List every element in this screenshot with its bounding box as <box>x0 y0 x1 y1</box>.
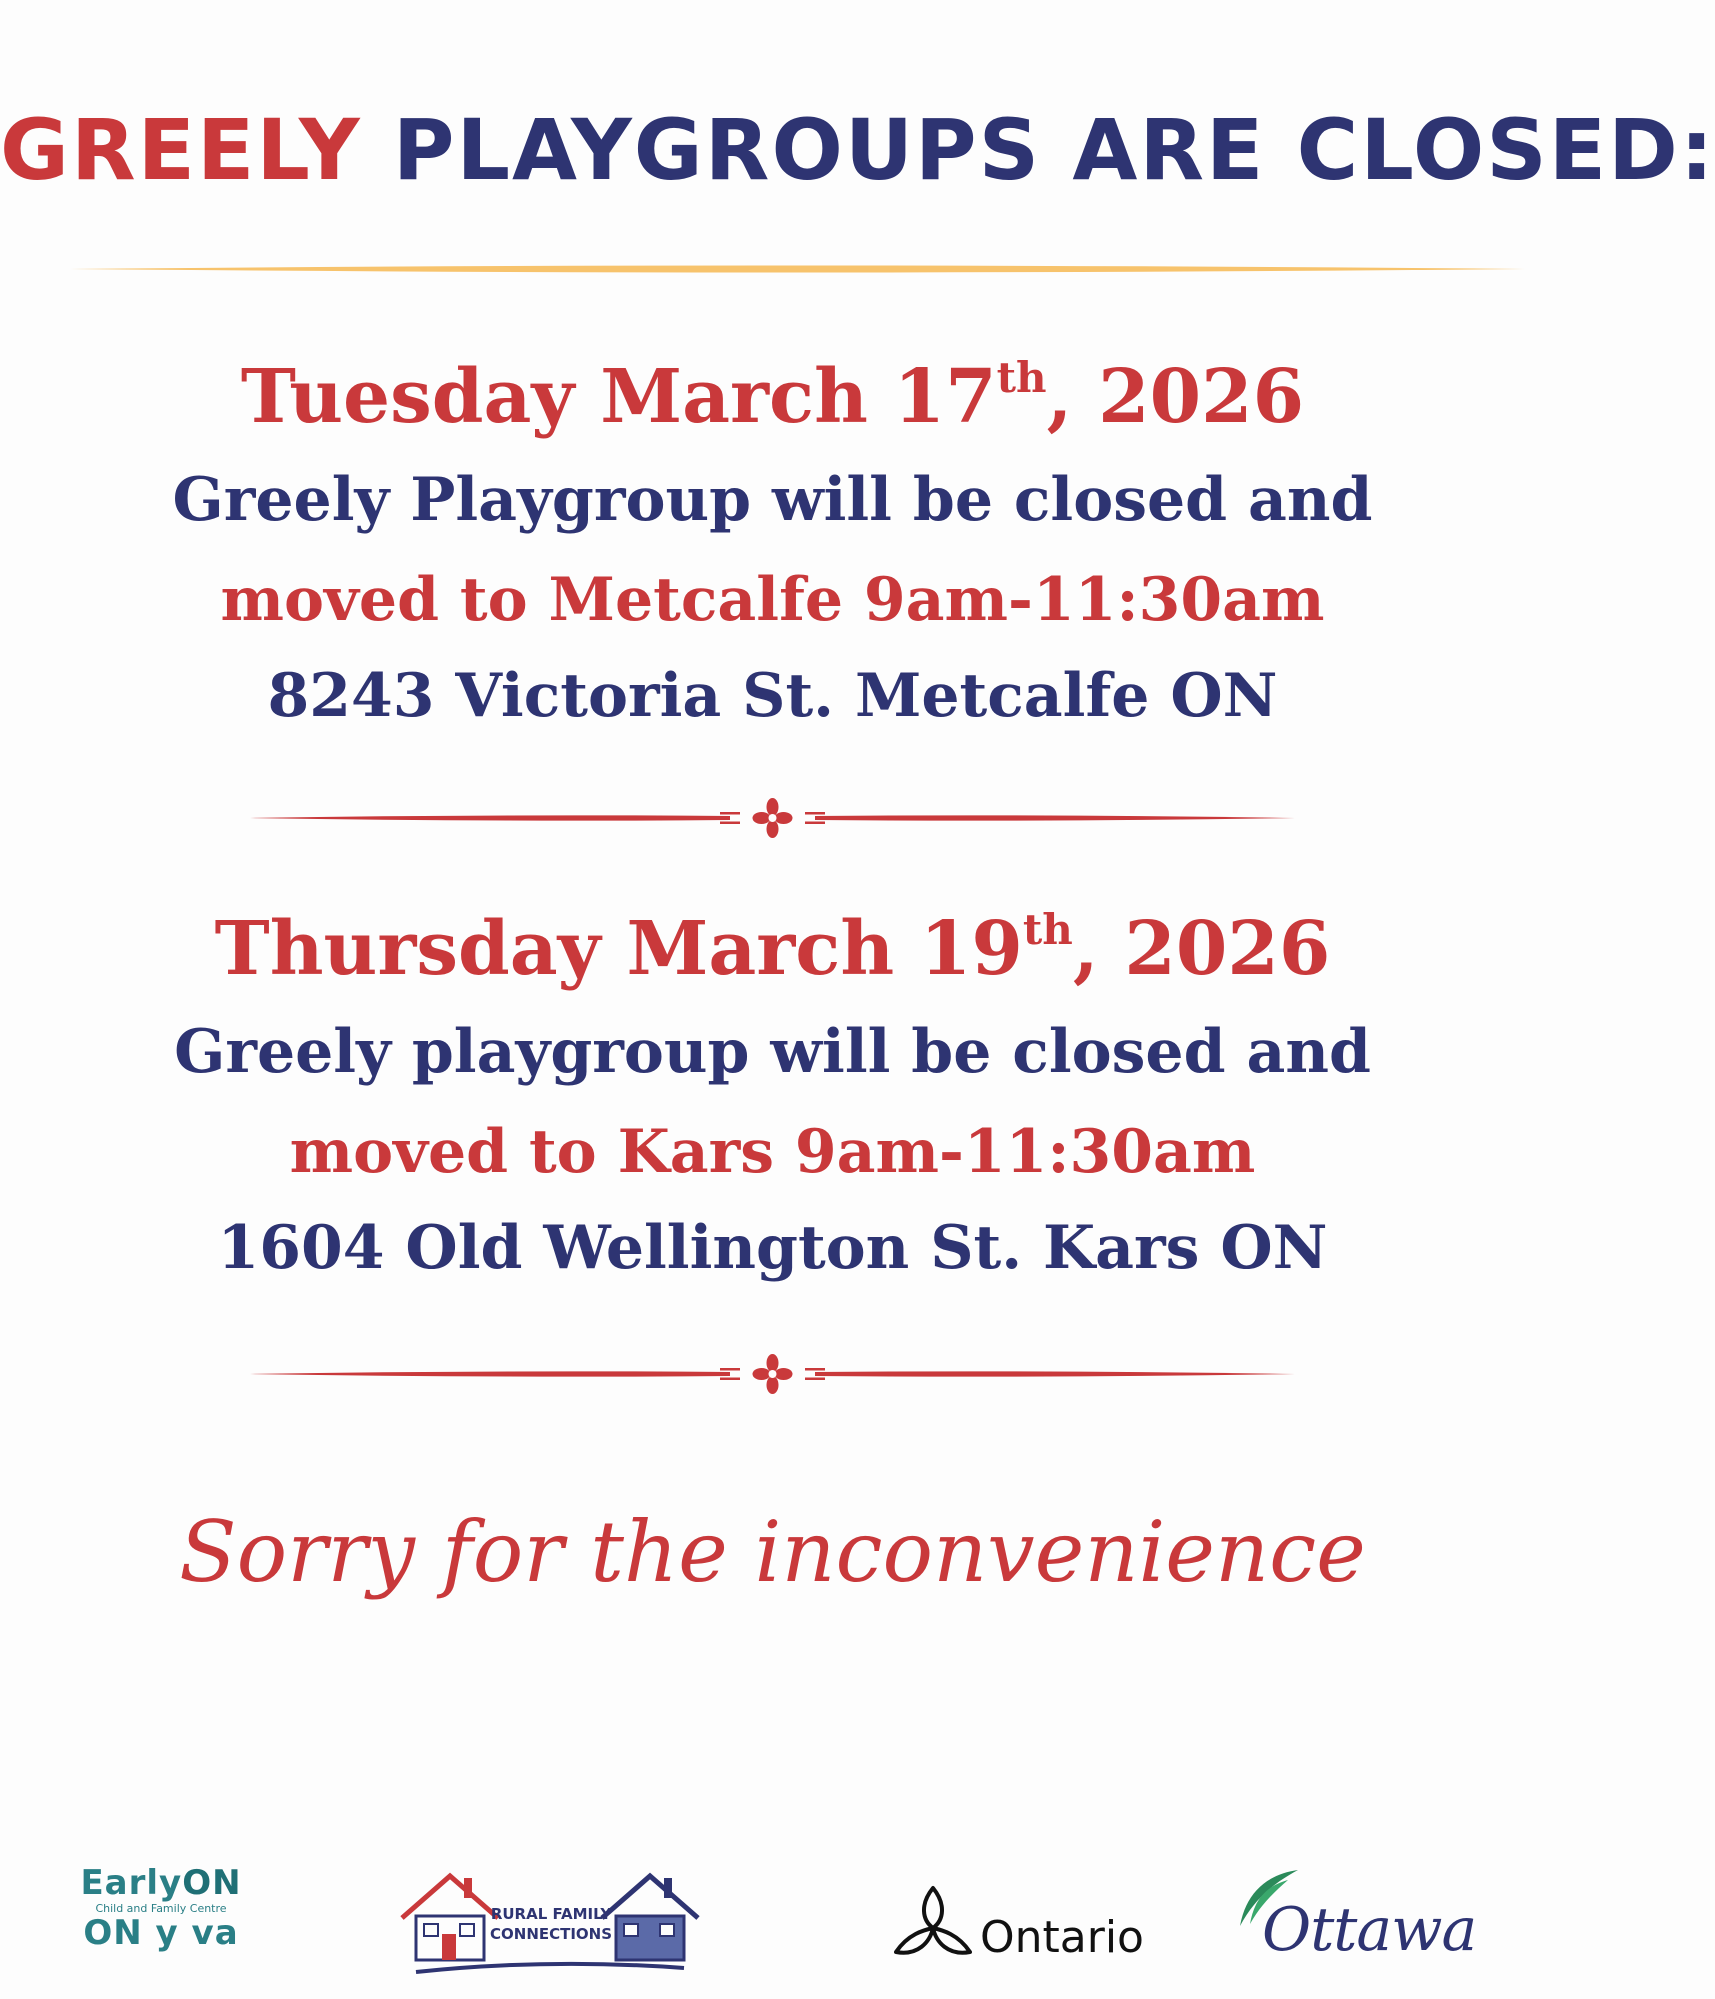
event-1-closed-line: Greely Playgroup will be closed and <box>172 465 1373 535</box>
event-2-date-year: , 2026 <box>1072 906 1331 992</box>
earlyon-french: ON y va <box>83 1913 239 1954</box>
earlyon-on-text: ON <box>182 1863 242 1903</box>
rural-family-connections-logo <box>398 1868 698 1978</box>
event-1-date-suffix: th <box>996 353 1047 402</box>
event-1-moved-line: moved to Metcalfe 9am-11:30am <box>220 565 1325 635</box>
ontario-wordmark: Ontario <box>980 1912 1144 1963</box>
headline-greely: GREELY <box>0 101 362 199</box>
trillium-icon <box>888 1882 978 1972</box>
earlyon-logo <box>66 1863 256 1966</box>
event-2-moved-line: moved to Kars 9am-11:30am <box>289 1117 1256 1187</box>
ornament-divider-1 <box>250 788 1295 848</box>
event-2-date-suffix: th <box>1022 905 1073 954</box>
event-1-date <box>0 353 1545 440</box>
ottawa-logo <box>1228 1866 1488 1976</box>
ontario-logo <box>882 1876 1152 1976</box>
rfc-line-1: RURAL FAMILY <box>490 1905 612 1923</box>
gold-divider <box>70 262 1525 276</box>
rfc-line-2: CONNECTIONS <box>490 1925 613 1944</box>
headline-rest: PLAYGROUPS ARE CLOSED: <box>392 101 1715 199</box>
ornament-divider-2 <box>250 1344 1295 1404</box>
apology-message: Sorry for the inconvenience <box>179 1503 1366 1601</box>
event-2-date-main: Thursday March 19 <box>214 906 1023 992</box>
ottawa-wordmark: Ottawa <box>1262 1895 1477 1965</box>
event-1-date-year: , 2026 <box>1046 354 1305 440</box>
event-1-address: 8243 Victoria St. Metcalfe ON <box>267 661 1278 731</box>
earlyon-early-text: Early <box>80 1863 183 1903</box>
rfc-text <box>490 1904 612 1945</box>
earlyon-subtitle: Child and Family Centre <box>95 1902 227 1915</box>
event-2-address: 1604 Old Wellington St. Kars ON <box>217 1213 1328 1283</box>
headline <box>0 101 1715 199</box>
earlyon-logo-top <box>66 1863 256 1903</box>
event-1-date-main: Tuesday March 17 <box>240 354 997 440</box>
event-2-closed-line: Greely playgroup will be closed and <box>174 1017 1371 1087</box>
event-2-date <box>0 905 1545 992</box>
